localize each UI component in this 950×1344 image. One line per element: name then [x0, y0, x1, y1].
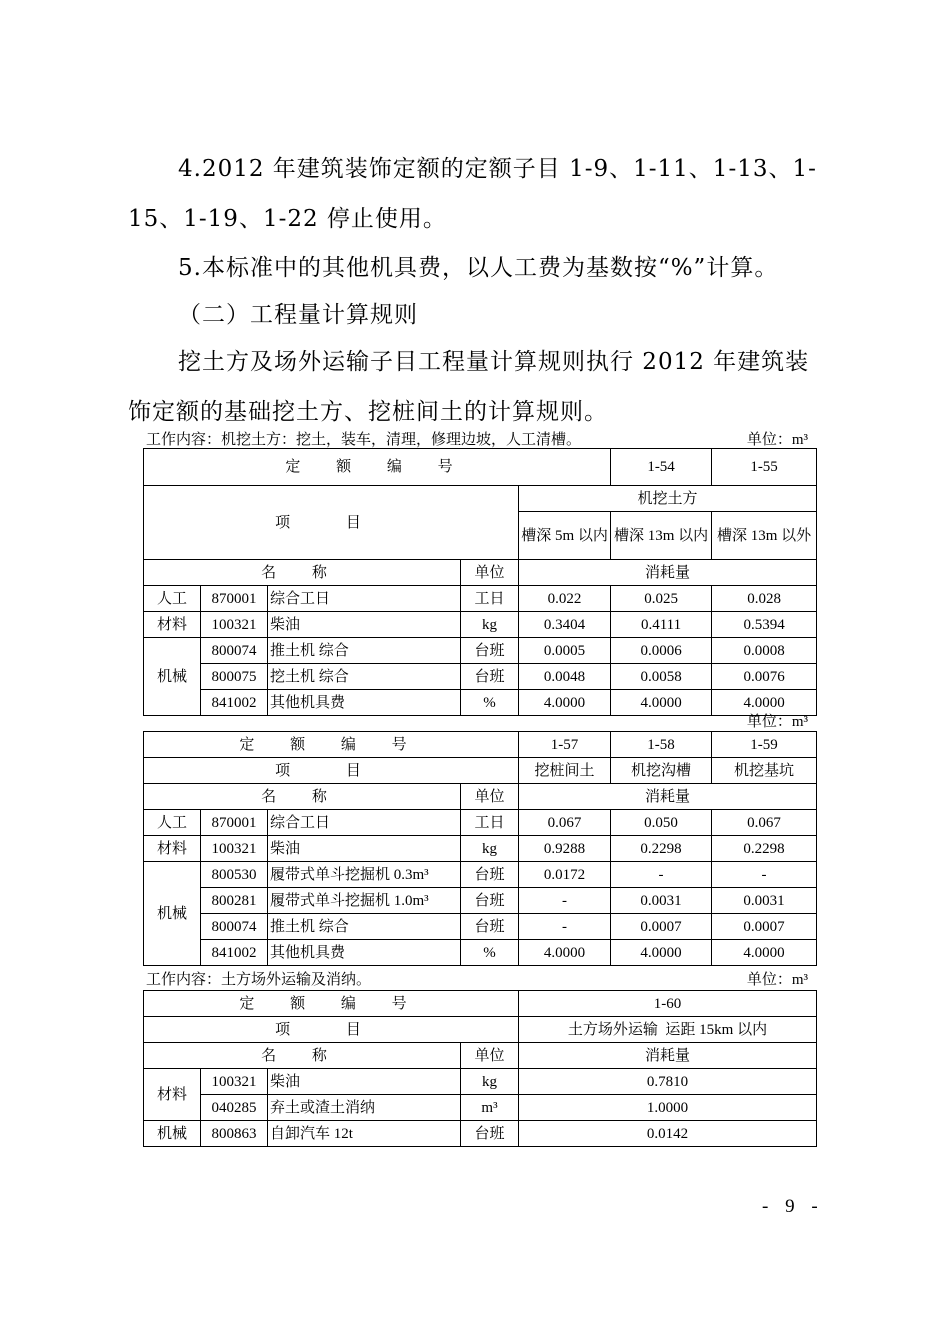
value-cell: 0.050 — [611, 810, 712, 836]
item-name: 槽深 13m 以外 — [712, 512, 817, 560]
code-cell: 800074 — [201, 914, 268, 940]
value-cell: 1.0000 — [519, 1095, 817, 1121]
table-row — [144, 888, 817, 914]
unit-label: 单位：m³ — [746, 972, 808, 988]
unit-cell: kg — [461, 612, 519, 638]
item-name: 土方场外运输 运距 15km 以内 — [519, 1017, 817, 1043]
name-cell: 自卸汽车 12t — [268, 1121, 461, 1147]
value-cell: - — [611, 862, 712, 888]
name-cell: 柴油 — [268, 612, 461, 638]
quota-code: 1-59 — [712, 732, 817, 758]
unit-header: 单位 — [461, 560, 519, 586]
value-cell: 0.2298 — [712, 836, 817, 862]
code-cell: 841002 — [201, 940, 268, 966]
unit-cell: % — [461, 690, 519, 716]
unit-header: 单位 — [461, 1043, 519, 1069]
section-heading: （二）工程量计算规则 — [178, 302, 418, 328]
value-cell: 0.067 — [712, 810, 817, 836]
rules-paragraph-line1: 挖土方及场外运输子目工程量计算规则执行 2012 年建筑装 — [178, 349, 810, 375]
unit-cell: 台班 — [461, 888, 519, 914]
value-cell: 0.0172 — [519, 862, 611, 888]
work-content: 工作内容：土方场外运输及消纳。 — [146, 972, 372, 988]
value-cell: 4.0000 — [519, 690, 611, 716]
value-cell: 0.0048 — [519, 664, 611, 690]
code-cell: 800530 — [201, 862, 268, 888]
quota-number-label: 定 额 编 号 — [144, 732, 519, 758]
quota-number-label: 定 额 编 号 — [144, 991, 519, 1017]
rules-paragraph-line2: 饰定额的基础挖土方、挖桩间土的计算规则。 — [128, 399, 608, 425]
category-cell: 人工 — [144, 810, 201, 836]
value-cell: 0.5394 — [712, 612, 817, 638]
quota-code: 1-54 — [611, 449, 712, 486]
consumption-header: 消耗量 — [519, 784, 817, 810]
item-name: 挖桩间土 — [519, 758, 611, 784]
paragraph-4-line2: 15、1-19、1-22 停止使用。 — [128, 206, 447, 232]
unit-label: 单位：m³ — [746, 714, 808, 730]
value-cell: 4.0000 — [519, 940, 611, 966]
item-name: 机挖基坑 — [712, 758, 817, 784]
category-cell: 机械 — [144, 638, 201, 716]
unit-cell: kg — [461, 1069, 519, 1095]
unit-cell: m³ — [461, 1095, 519, 1121]
code-cell: 800075 — [201, 664, 268, 690]
unit-cell: 台班 — [461, 914, 519, 940]
unit-cell: 工日 — [461, 810, 519, 836]
code-cell: 800281 — [201, 888, 268, 914]
value-cell: 0.022 — [519, 586, 611, 612]
table-row — [144, 612, 817, 638]
name-cell: 弃土或渣土消纳 — [268, 1095, 461, 1121]
code-cell: 100321 — [201, 1069, 268, 1095]
item-label: 项 目 — [144, 486, 519, 560]
code-cell: 100321 — [201, 612, 268, 638]
unit-cell: 台班 — [461, 664, 519, 690]
name-header: 名 称 — [144, 1043, 461, 1069]
table-row — [144, 914, 817, 940]
value-cell: - — [519, 888, 611, 914]
paragraph-4-line1: 4.2012 年建筑装饰定额的定额子目 1-9、1-11、1-13、1- — [178, 156, 817, 182]
unit-cell: 台班 — [461, 638, 519, 664]
value-cell: 0.025 — [611, 586, 712, 612]
value-cell: 0.9288 — [519, 836, 611, 862]
table-row — [144, 1069, 817, 1095]
page-number: - 9 - — [762, 1196, 824, 1217]
category-cell: 材料 — [144, 1069, 201, 1121]
value-cell: 0.4111 — [611, 612, 712, 638]
name-cell: 其他机具费 — [268, 940, 461, 966]
name-cell: 履带式单斗挖掘机 0.3m³ — [268, 862, 461, 888]
name-cell: 柴油 — [268, 1069, 461, 1095]
unit-header: 单位 — [461, 784, 519, 810]
value-cell: 0.0058 — [611, 664, 712, 690]
group-header: 机挖土方 — [519, 486, 817, 512]
unit-cell: 工日 — [461, 586, 519, 612]
value-cell: 0.0007 — [712, 914, 817, 940]
value-cell: 0.0008 — [712, 638, 817, 664]
unit-cell: % — [461, 940, 519, 966]
quota-table-2 — [143, 731, 817, 966]
category-cell: 机械 — [144, 862, 201, 966]
table-row — [144, 586, 817, 612]
item-name: 槽深 13m 以内 — [611, 512, 712, 560]
name-cell: 推土机 综合 — [268, 914, 461, 940]
category-cell: 材料 — [144, 836, 201, 862]
value-cell: 0.0031 — [712, 888, 817, 914]
name-cell: 其他机具费 — [268, 690, 461, 716]
code-cell: 800074 — [201, 638, 268, 664]
value-cell: 0.0076 — [712, 664, 817, 690]
value-cell: 0.0142 — [519, 1121, 817, 1147]
category-cell: 人工 — [144, 586, 201, 612]
table-row — [144, 690, 817, 716]
name-cell: 挖土机 综合 — [268, 664, 461, 690]
value-cell: 0.3404 — [519, 612, 611, 638]
table-row — [144, 638, 817, 664]
consumption-header: 消耗量 — [519, 1043, 817, 1069]
value-cell: 4.0000 — [611, 690, 712, 716]
quota-code: 1-58 — [611, 732, 712, 758]
value-cell: 0.067 — [519, 810, 611, 836]
item-label: 项 目 — [144, 758, 519, 784]
quota-table-1 — [143, 448, 817, 716]
code-cell: 800863 — [201, 1121, 268, 1147]
name-cell: 综合工日 — [268, 810, 461, 836]
table-row — [144, 1095, 817, 1121]
name-cell: 柴油 — [268, 836, 461, 862]
code-cell: 040285 — [201, 1095, 268, 1121]
value-cell: 0.0007 — [611, 914, 712, 940]
table-row — [144, 664, 817, 690]
value-cell: 0.0031 — [611, 888, 712, 914]
name-cell: 推土机 综合 — [268, 638, 461, 664]
item-name: 槽深 5m 以内 — [519, 512, 611, 560]
unit-label: 单位：m³ — [746, 432, 808, 448]
quota-table-3 — [143, 990, 817, 1147]
category-cell: 机械 — [144, 1121, 201, 1147]
unit-cell: 台班 — [461, 1121, 519, 1147]
code-cell: 870001 — [201, 586, 268, 612]
quota-code: 1-57 — [519, 732, 611, 758]
table1-caption — [146, 428, 816, 449]
code-cell: 870001 — [201, 810, 268, 836]
value-cell: 0.028 — [712, 586, 817, 612]
name-header: 名 称 — [144, 560, 461, 586]
name-cell: 履带式单斗挖掘机 1.0m³ — [268, 888, 461, 914]
quota-number-label: 定 额 编 号 — [144, 449, 611, 486]
value-cell: 0.7810 — [519, 1069, 817, 1095]
table-row — [144, 836, 817, 862]
value-cell: 4.0000 — [712, 940, 817, 966]
value-cell: - — [712, 862, 817, 888]
table-row — [144, 810, 817, 836]
value-cell: 4.0000 — [611, 940, 712, 966]
unit-cell: kg — [461, 836, 519, 862]
code-cell: 841002 — [201, 690, 268, 716]
table-row — [144, 862, 817, 888]
category-cell: 材料 — [144, 612, 201, 638]
name-cell: 综合工日 — [268, 586, 461, 612]
unit-cell: 台班 — [461, 862, 519, 888]
quota-code: 1-60 — [519, 991, 817, 1017]
value-cell: 0.2298 — [611, 836, 712, 862]
value-cell: - — [519, 914, 611, 940]
consumption-header: 消耗量 — [519, 560, 817, 586]
value-cell: 0.0006 — [611, 638, 712, 664]
item-name: 机挖沟槽 — [611, 758, 712, 784]
name-header: 名 称 — [144, 784, 461, 810]
code-cell: 100321 — [201, 836, 268, 862]
value-cell: 4.0000 — [712, 690, 817, 716]
work-content: 工作内容：机挖土方：挖土，装车，清理，修理边坡，人工清槽。 — [146, 432, 582, 448]
table-row — [144, 1121, 817, 1147]
paragraph-5: 5.本标准中的其他机具费，以人工费为基数按“%”计算。 — [178, 255, 779, 281]
quota-code: 1-55 — [712, 449, 817, 486]
table3-caption — [146, 968, 816, 989]
table-row — [144, 940, 817, 966]
value-cell: 0.0005 — [519, 638, 611, 664]
item-label: 项 目 — [144, 1017, 519, 1043]
